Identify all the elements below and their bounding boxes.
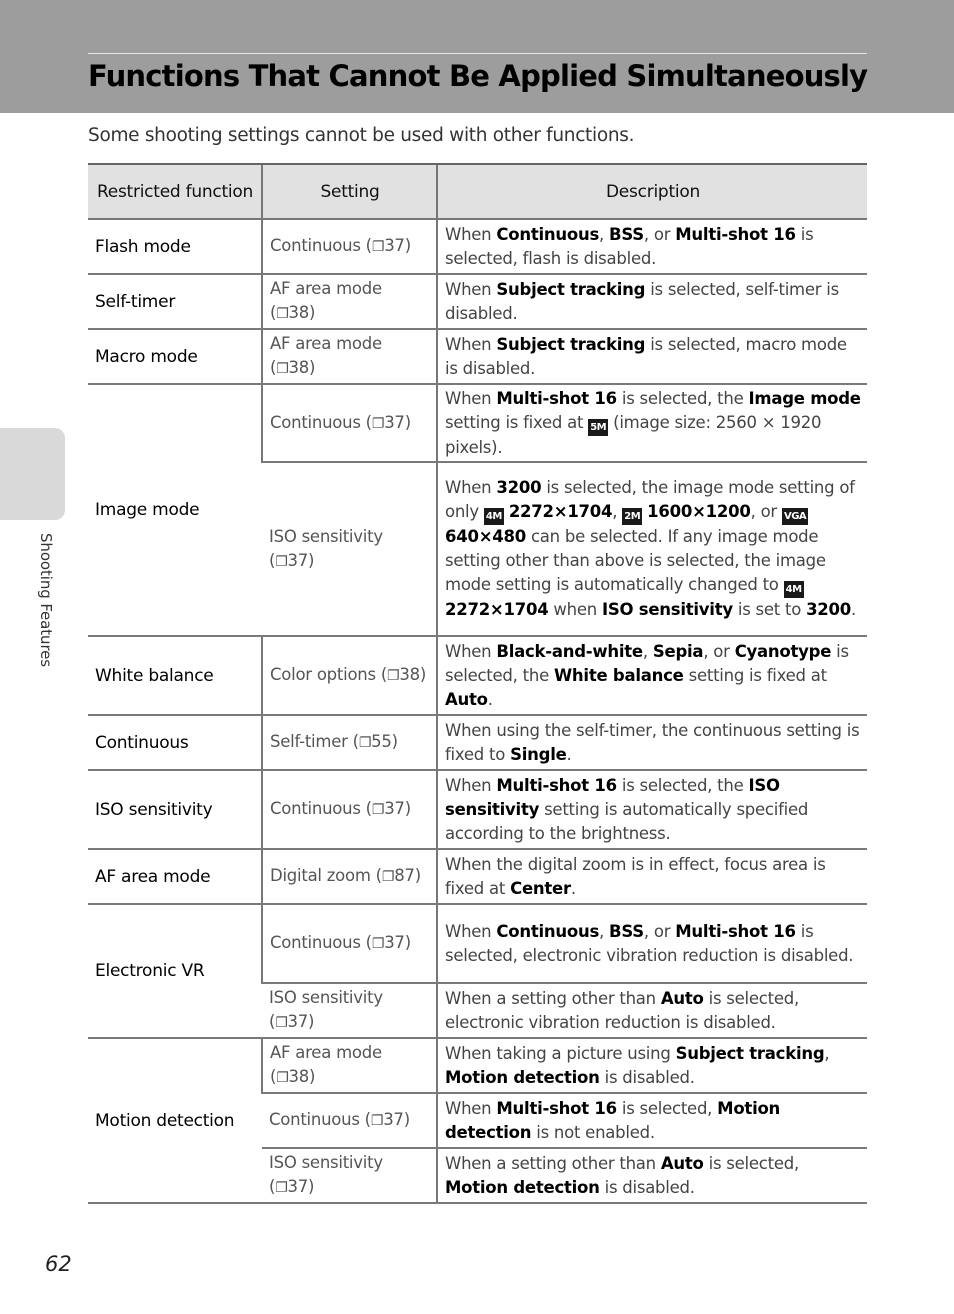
bold-term: Center — [510, 878, 571, 898]
bold-term: 640×480 — [445, 527, 526, 546]
description-cell: When 3200 is selected, the image mode setting of only 4M 2272×1704, 2M 1600×1200, or VGA 640×480 can be selected. If any image mode setting other than above is selected, the image mode setting is automatically changed to 4M 2272×1704 when ISO sensitivity is set to 3200. — [437, 462, 867, 636]
image-size-icon: 4M — [484, 508, 504, 525]
bold-term: Multi-shot 16 — [496, 1098, 617, 1118]
book-reference-icon: ❐ — [276, 361, 289, 377]
setting-cell: Continuous (❐37) — [262, 384, 437, 462]
table-row — [88, 1038, 867, 1093]
bold-term: Subject tracking — [675, 1043, 825, 1063]
image-size-icon: 5M — [588, 419, 608, 436]
bold-term: Auto — [660, 988, 704, 1008]
header-setting: Setting — [262, 164, 437, 219]
book-reference-icon: ❐ — [371, 936, 385, 952]
page-reference: 38 — [399, 665, 420, 684]
restricted-function-cell: Electronic VR — [88, 904, 262, 1038]
table-body — [88, 219, 867, 1203]
table-row — [88, 770, 867, 849]
page-reference: 37 — [384, 236, 405, 255]
restricted-function-cell: White balance — [88, 636, 262, 715]
bold-term: Subject tracking — [496, 334, 646, 354]
setting-cell: AF area mode (❐38) — [262, 274, 437, 329]
bold-term: Single — [510, 744, 567, 764]
table-header-row — [88, 164, 867, 219]
setting-cell: ISO sensitivity (❐37) — [262, 983, 437, 1038]
bold-term: Auto — [445, 689, 488, 709]
bold-term: Multi-shot 16 — [675, 224, 796, 244]
description-cell: When using the self-timer, the continuous setting is fixed to Single. — [437, 715, 867, 770]
section-tab — [0, 428, 65, 520]
restricted-function-cell: Self-timer — [88, 274, 262, 329]
book-reference-icon: ❐ — [275, 1180, 288, 1196]
description-cell: When taking a picture using Subject tracking, Motion detection is disabled. — [437, 1038, 867, 1093]
restricted-function-cell: Continuous — [88, 715, 262, 770]
image-size-icon: VGA — [782, 508, 808, 525]
setting-cell: Continuous (❐37) — [262, 904, 437, 983]
bold-term: 2272×1704 — [445, 600, 549, 619]
bold-term: Subject tracking — [496, 279, 646, 299]
restricted-function-cell: Macro mode — [88, 329, 262, 384]
bold-term: Multi-shot 16 — [675, 921, 796, 941]
restrictions-table — [88, 163, 867, 1204]
header-restricted-function: Restricted function — [88, 164, 262, 219]
book-reference-icon: ❐ — [371, 802, 385, 818]
page-reference: 38 — [288, 303, 309, 322]
book-reference-icon: ❐ — [381, 869, 395, 885]
bold-term: Auto — [660, 1153, 704, 1173]
page-reference: 37 — [287, 1012, 308, 1031]
page-reference: 37 — [287, 1177, 308, 1196]
description-cell: When Multi-shot 16 is selected, the Image mode setting is fixed at 5M (image size: 2560 × 1920 pixels). — [437, 384, 867, 462]
setting-cell: Color options (❐38) — [262, 636, 437, 715]
book-reference-icon: ❐ — [387, 668, 400, 684]
table-row — [88, 219, 867, 274]
bold-term: Multi-shot 16 — [496, 388, 617, 408]
bold-term: ISO sensitivity — [445, 775, 780, 819]
restricted-function-cell: Motion detection — [88, 1038, 262, 1203]
table-row — [88, 849, 867, 904]
book-reference-icon: ❐ — [275, 1015, 288, 1031]
bold-term: Image mode — [748, 388, 861, 408]
restricted-function-cell: ISO sensitivity — [88, 770, 262, 849]
title-rule — [88, 53, 867, 54]
table-row — [88, 904, 867, 983]
restricted-function-cell: Flash mode — [88, 219, 262, 274]
description-cell: When the digital zoom is in effect, focus area is fixed at Center. — [437, 849, 867, 904]
setting-cell: Digital zoom (❐87) — [262, 849, 437, 904]
bold-term: ISO sensitivity — [601, 600, 733, 619]
book-reference-icon: ❐ — [275, 553, 288, 570]
page-reference: 38 — [288, 358, 309, 377]
bold-term: BSS — [609, 921, 644, 941]
bold-term: Sepia — [652, 641, 704, 661]
bold-term: Black-and-white — [496, 641, 643, 661]
bold-term: Motion detection — [445, 1098, 781, 1142]
image-size-icon: 2M — [622, 508, 642, 525]
description-cell: When a setting other than Auto is selected, Motion detection is disabled. — [437, 1148, 867, 1203]
setting-cell: AF area mode (❐38) — [262, 329, 437, 384]
bold-term: White balance — [553, 665, 684, 685]
setting-cell: Continuous (❐37) — [262, 1093, 437, 1148]
setting-cell: Continuous (❐37) — [262, 770, 437, 849]
book-reference-icon: ❐ — [276, 306, 289, 322]
header-description: Description — [437, 164, 867, 219]
bold-term: Continuous — [496, 921, 600, 941]
page-reference: 37 — [384, 933, 405, 952]
restricted-function-cell: AF area mode — [88, 849, 262, 904]
page-reference: 55 — [371, 732, 392, 751]
description-cell: When Black-and-white, Sepia, or Cyanotype is selected, the White balance setting is fixed at Auto. — [437, 636, 867, 715]
setting-cell: AF area mode (❐38) — [262, 1038, 437, 1093]
page-reference: 37 — [384, 799, 405, 818]
bold-term: 3200 — [496, 478, 542, 497]
image-size-icon: 4M — [784, 581, 804, 598]
description-cell: When Subject tracking is selected, self-timer is disabled. — [437, 274, 867, 329]
description-cell: When Multi-shot 16 is selected, the ISO sensitivity setting is automatically specified according to the brightness. — [437, 770, 867, 849]
setting-cell: Continuous (❐37) — [262, 219, 437, 274]
book-reference-icon: ❐ — [276, 1070, 289, 1086]
bold-term: Cyanotype — [734, 641, 832, 661]
bold-term: 1600×1200 — [647, 502, 751, 521]
bold-term: Motion detection — [445, 1177, 600, 1197]
intro-text: Some shooting settings cannot be used with other functions. — [88, 125, 635, 146]
table-row — [88, 715, 867, 770]
bold-term: BSS — [609, 224, 644, 244]
title-banner — [0, 0, 954, 113]
table-row — [88, 636, 867, 715]
bold-term: Motion detection — [445, 1067, 600, 1087]
description-cell: When Multi-shot 16 is selected, Motion detection is not enabled. — [437, 1093, 867, 1148]
table-row — [88, 274, 867, 329]
book-reference-icon: ❐ — [371, 239, 385, 255]
description-cell: When Continuous, BSS, or Multi-shot 16 is selected, flash is disabled. — [437, 219, 867, 274]
page-reference: 38 — [288, 1067, 309, 1086]
page-reference: 37 — [287, 550, 308, 570]
description-cell: When Continuous, BSS, or Multi-shot 16 is selected, electronic vibration reduction is disabled. — [437, 904, 867, 983]
table-row — [88, 329, 867, 384]
setting-cell: Self-timer (❐55) — [262, 715, 437, 770]
description-cell: When Subject tracking is selected, macro mode is disabled. — [437, 329, 867, 384]
page-reference: 37 — [384, 412, 405, 432]
book-reference-icon: ❐ — [371, 415, 385, 432]
page-number: 62 — [45, 1252, 72, 1276]
setting-cell: ISO sensitivity (❐37) — [262, 462, 437, 636]
setting-cell: ISO sensitivity (❐37) — [262, 1148, 437, 1203]
page-reference: 87 — [394, 866, 415, 885]
description-cell: When a setting other than Auto is selected, electronic vibration reduction is disabled. — [437, 983, 867, 1038]
page-title: Functions That Cannot Be Applied Simultaneously — [88, 59, 868, 93]
bold-term: 3200 — [806, 600, 852, 619]
section-tab-label: Shooting Features — [37, 533, 55, 668]
book-reference-icon: ❐ — [358, 735, 372, 751]
bold-term: 2272×1704 — [508, 502, 613, 521]
table-row — [88, 384, 867, 462]
restricted-function-cell: Image mode — [88, 384, 262, 636]
bold-term: Continuous — [496, 224, 600, 244]
page-reference: 37 — [383, 1110, 404, 1129]
book-reference-icon: ❐ — [370, 1113, 384, 1129]
bold-term: Multi-shot 16 — [496, 775, 617, 795]
